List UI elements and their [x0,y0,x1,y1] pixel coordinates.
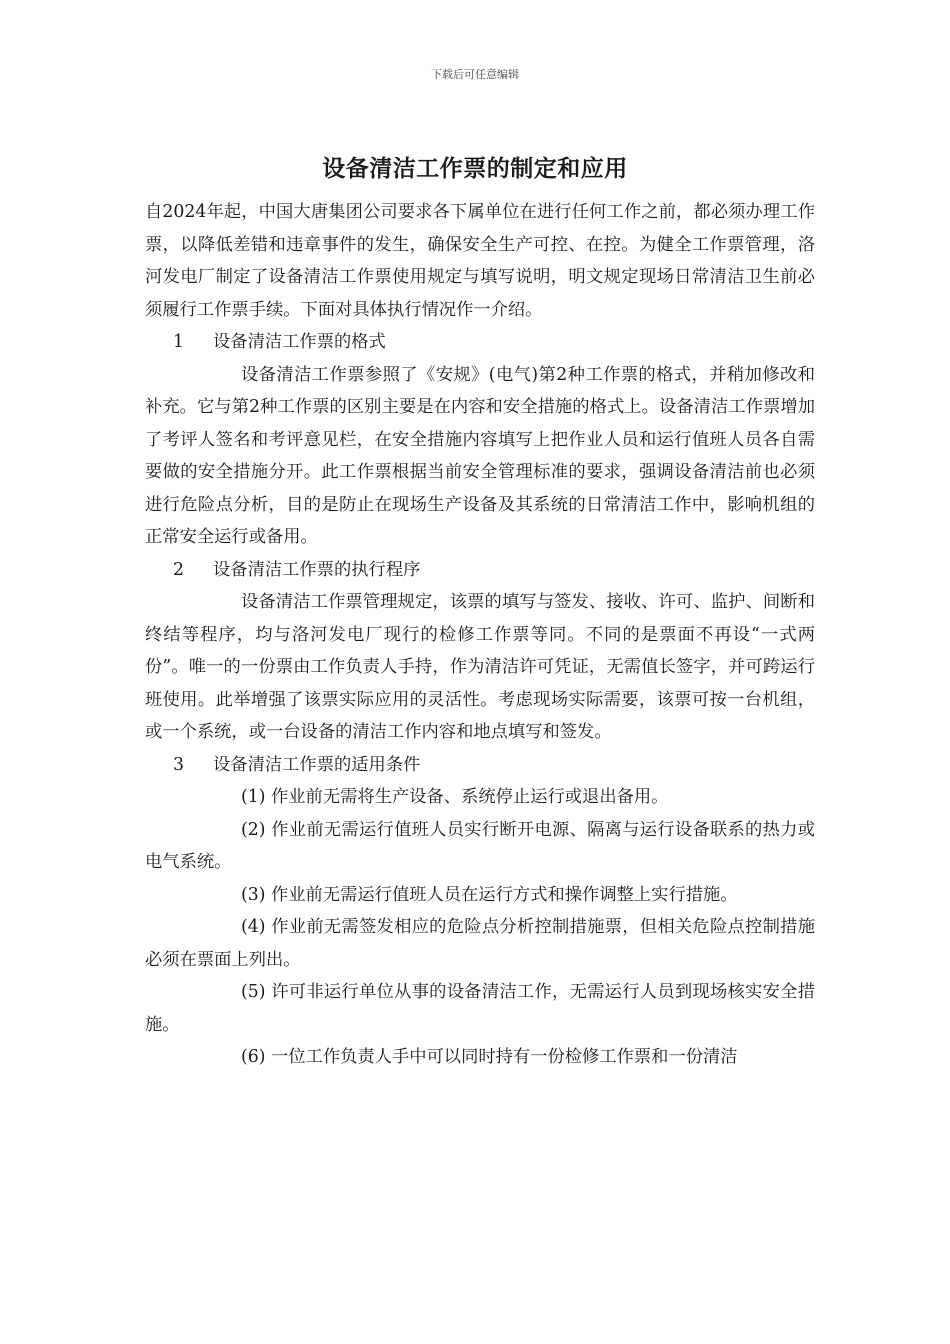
document-body [145,196,815,1074]
section-heading-text: 设备清洁工作票的执行程序 [213,559,421,580]
condition-item-3: (3) 作业前无需运行值班人员在运行方式和操作调整上实行措施。 [241,884,738,905]
section-number: 1 [173,332,184,352]
condition-item-5: (5) 许可非运行单位从事的设备清洁工作，无需运行人员到现场核实安全措施。 [145,982,815,1035]
header-note: 下载后可任意编辑 [431,68,519,81]
section-number: 3 [173,754,184,775]
condition-item-6: (6) 一位工作负责人手中可以同时持有一份检修工作票和一份清洁 [241,1047,738,1067]
section-body-1: 设备清洁工作票参照了《安规》(电气)第2种工作票的格式，并稍加修改和补充。它与第2种工作票的区别主要是在内容和安全措施的格式上。设备清洁工作票增加了考评人签名和考评意见栏，在安全措施内容填写上把作业人员和运行值班人员各自需要做的安全措施分开。此工作票根据当前安全管理标准的要求，强调设备清洁前也必须进行危险点分析，目的是防止在现场生产设备及其系统的日常清洁工作中，影响机组的正常安全运行或备用。 [145,364,815,547]
section-heading-3 [145,749,815,782]
section-heading-text: 设备清洁工作票的格式 [213,332,386,352]
intro-paragraph: 自2024年起，中国大唐集团公司要求各下属单位在进行任何工作之前，都必须办理工作票，以降低差错和违章事件的发生，确保安全生产可控、在控。为健全工作票管理，洛河发电厂制定了设备清洁工作票使用规定与填写说明，明文规定现场日常清洁卫生前必须履行工作票手续。下面对具体执行情况作一介绍。 [145,202,815,320]
section-heading-1 [145,326,815,359]
condition-item-4: (4) 作业前无需签发相应的危险点分析控制措施票，但相关危险点控制措施必须在票面上列出。 [145,917,815,970]
condition-item-2: (2) 作业前无需运行值班人员实行断开电源、隔离与运行设备联系的热力或电气系统。 [145,819,815,872]
condition-item-1: (1) 作业前无需将生产设备、系统停止运行或退出备用。 [241,787,669,807]
section-body-2: 设备清洁工作票管理规定，该票的填写与签发、接收、许可、监护、间断和终结等程序，均与洛河发电厂现行的检修工作票等同。不同的是票面不再设“一式两份”。唯一的一份票由工作负责人手持，作为清洁许可凭证，无需值长签字，并可跨运行班使用。此举增强了该票实际应用的灵活性。考虑现场实际需要，该票可按一台机组，或一个系统，或一台设备的清洁工作内容和地点填写和签发。 [145,592,815,742]
section-number: 2 [173,559,184,580]
section-heading-2 [145,554,815,587]
section-heading-text: 设备清洁工作票的适用条件 [213,754,421,775]
document-title: 设备清洁工作票的制定和应用 [322,156,628,182]
